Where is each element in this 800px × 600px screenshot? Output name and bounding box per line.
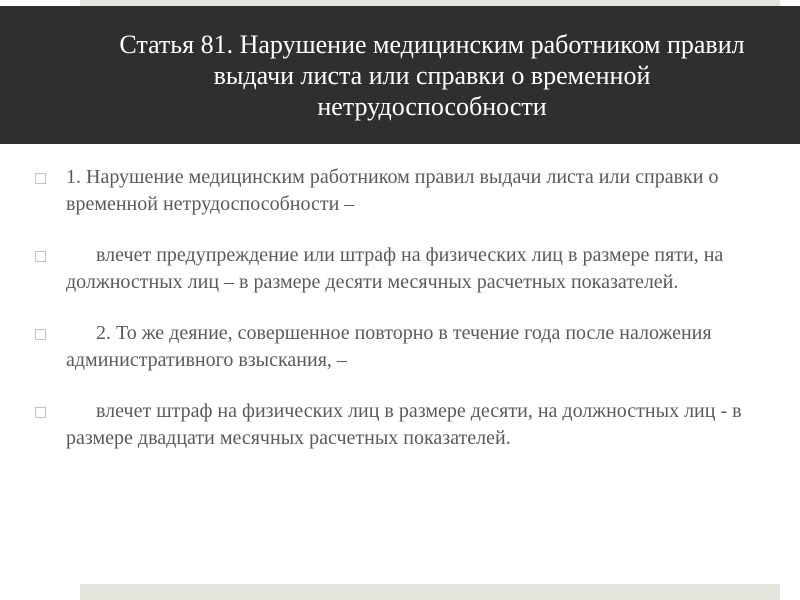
list-item-text: влечет штраф на физических лиц в размере десяти, на должностных лиц - в размере двадцати месячных расчетных показателей. (66, 400, 747, 449)
list-item (0, 242, 800, 296)
bottom-accent-stripe (80, 584, 780, 600)
list-item-text: 1. Нарушение медицинским работником правил выдачи листа или справки о временной нетрудоспособности – (66, 166, 724, 215)
square-outline-icon: □ (34, 170, 48, 186)
square-outline-icon: □ (34, 326, 48, 342)
list-item-text: влечет предупреждение или штраф на физических лиц в размере пяти, на должностных лиц – в размере десяти месячных расчетных показателей. (66, 244, 729, 293)
content-list (0, 164, 800, 476)
list-item (0, 398, 800, 452)
list-item (0, 320, 800, 374)
square-outline-icon: □ (34, 404, 48, 420)
list-item-text: 2. То же деяние, совершенное повторно в течение года после наложения административного взыскания, – (66, 322, 717, 371)
square-outline-icon: □ (34, 248, 48, 264)
title-bar (0, 6, 800, 144)
list-item (0, 164, 800, 218)
slide-title: Статья 81. Нарушение медицинским работником правил выдачи листа или справки о временной нетрудоспособности (119, 29, 745, 121)
